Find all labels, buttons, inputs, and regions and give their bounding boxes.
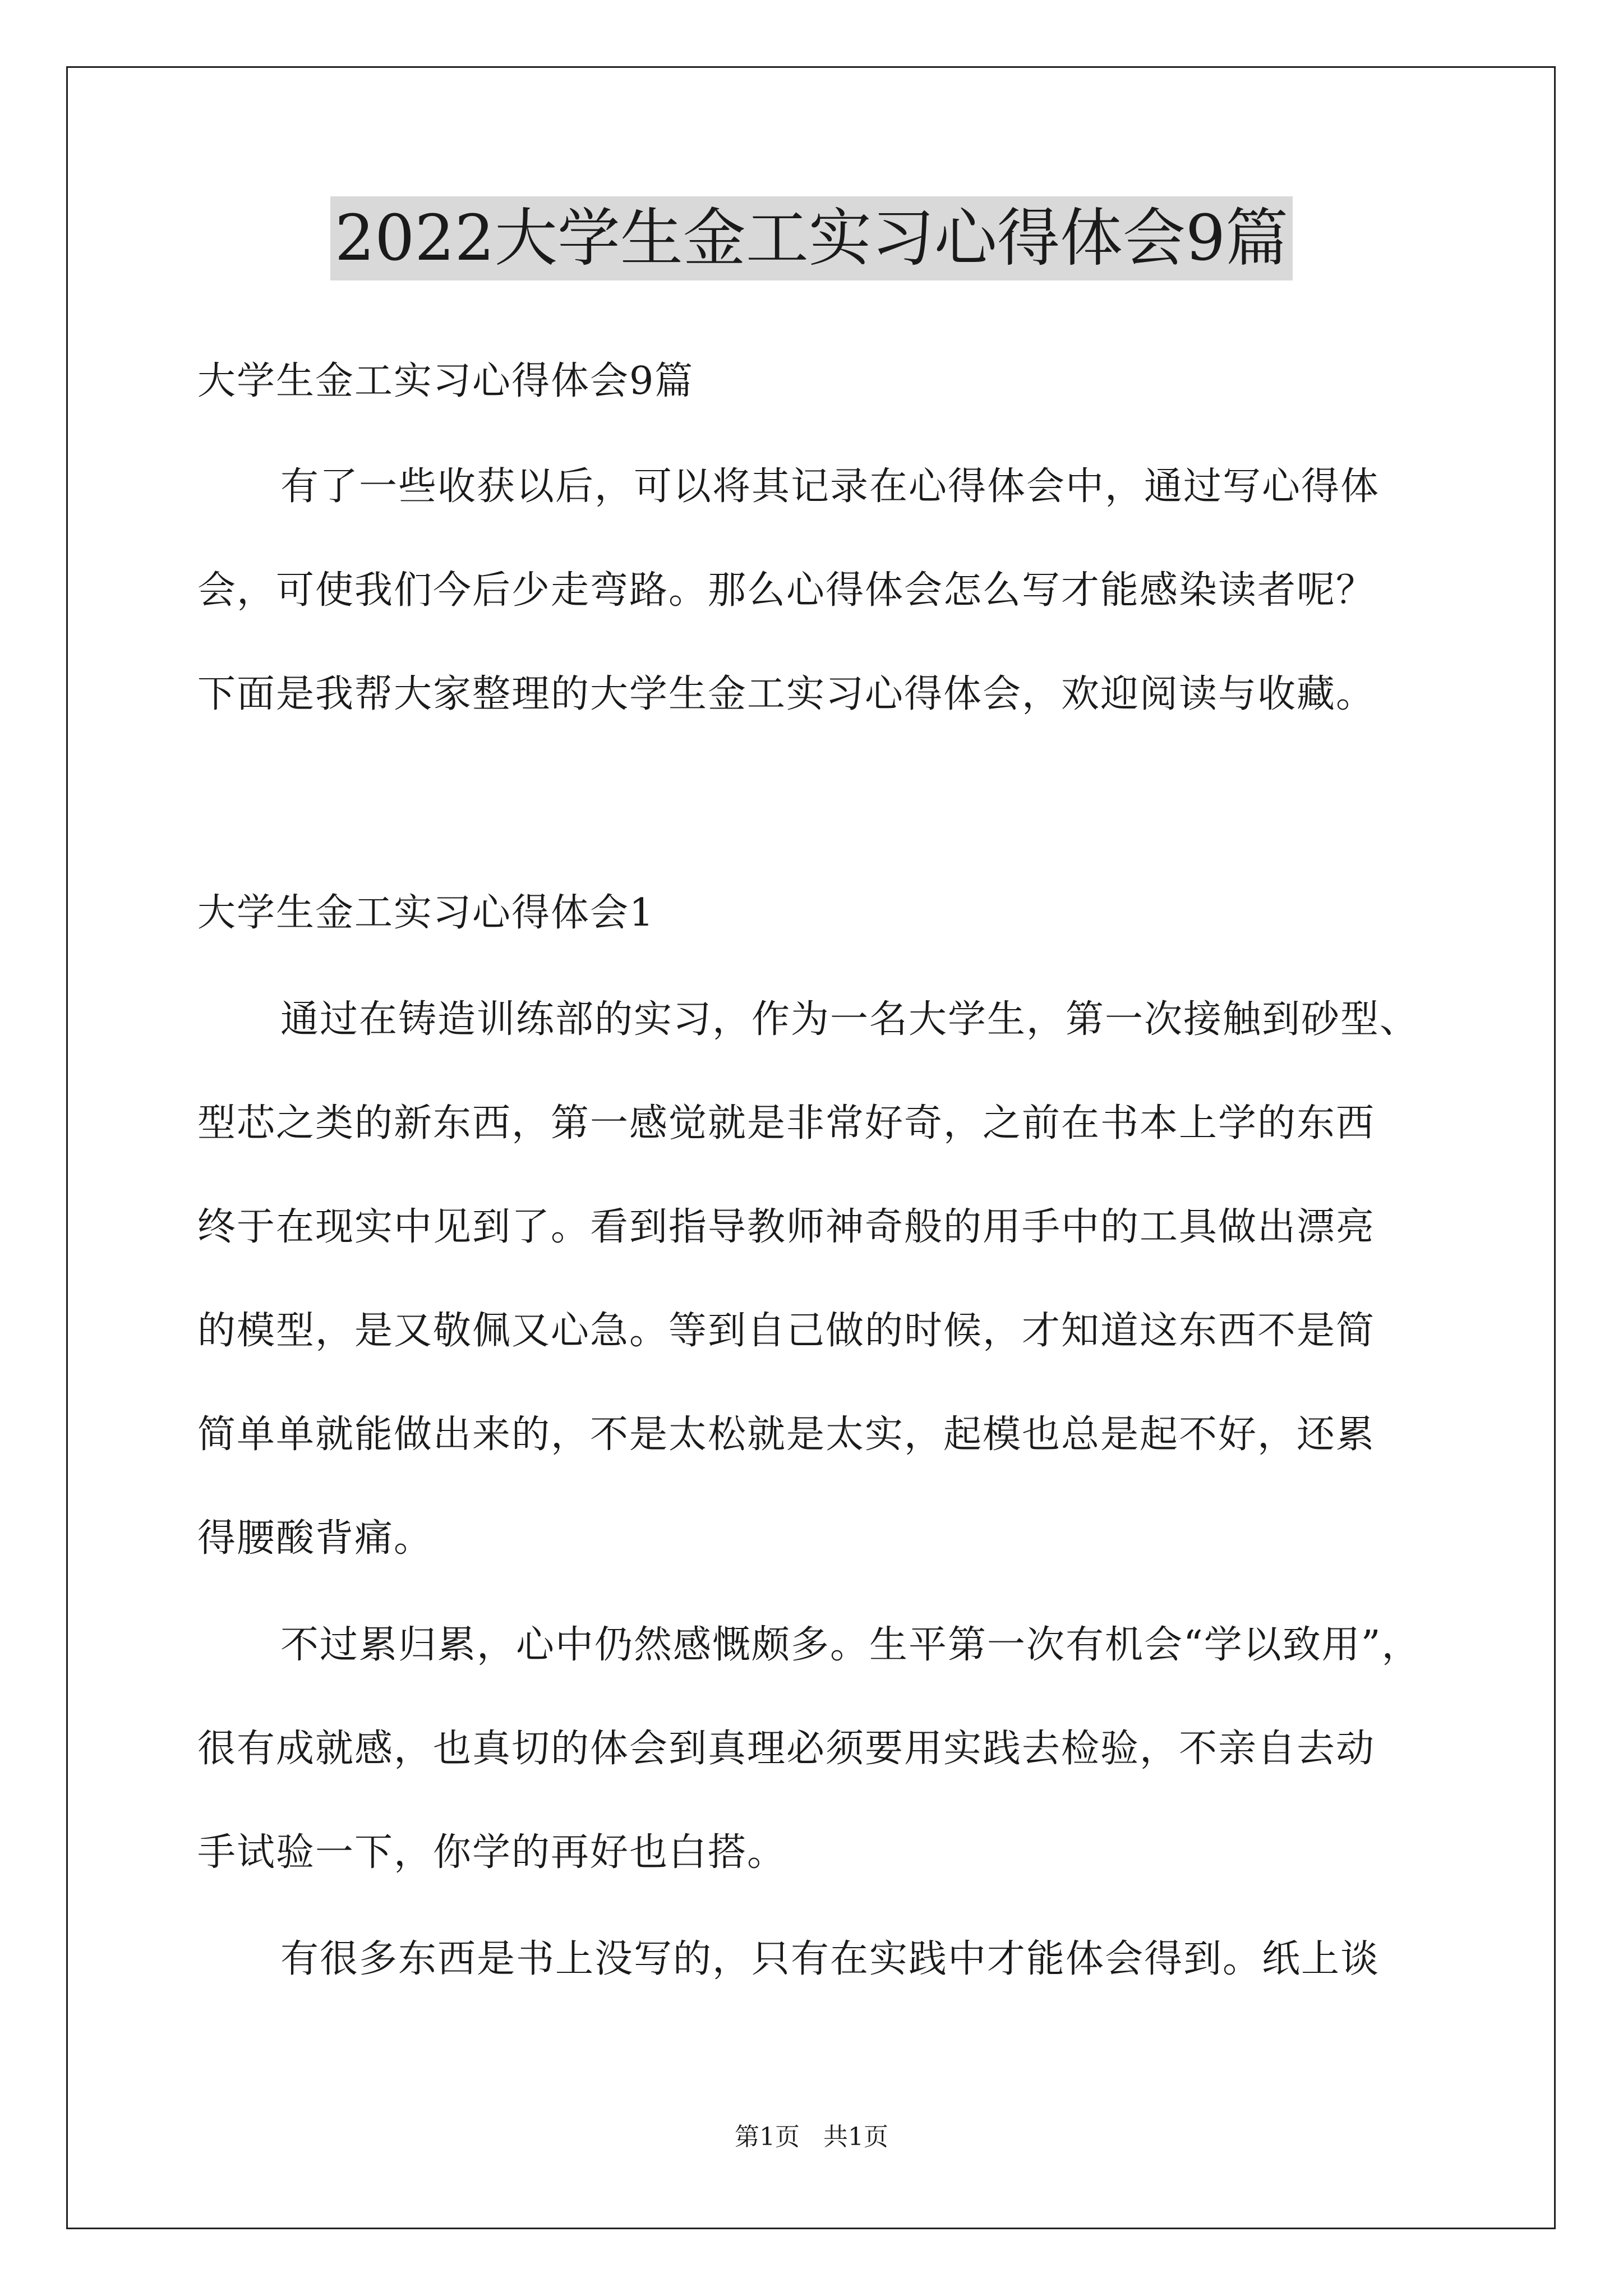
paragraph-line: 终于在现实中见到了。看到指导教师神奇般的用手中的工具做出漂亮 [197, 1205, 1376, 1249]
page-footer: 第1页 共1页 [735, 2123, 888, 2151]
paragraph-line: 手试验一下，你学的再好也白搭。 [197, 1830, 787, 1875]
paragraph-line: 通过在铸造训练部的实习，作为一名大学生，第一次接触到砂型、 [280, 997, 1419, 1042]
paragraph-line: 的模型，是又敬佩又心急。等到自己做的时候，才知道这东西不是简 [197, 1309, 1376, 1353]
section-heading: 大学生金工实习心得体会1 [197, 891, 655, 935]
intro-line: 会，可使我们今后少走弯路。那么心得体会怎么写才能感染读者呢？ [197, 568, 1376, 613]
document-title: 2022大学生金工实习心得体会9篇 [0, 196, 1623, 280]
paragraph-line: 不过累归累，心中仍然感慨颇多。生平第一次有机会“学以致用”， [280, 1623, 1421, 1667]
paragraph-line: 很有成就感，也真切的体会到真理必须要用实践去检验，不亲自去动 [197, 1727, 1376, 1771]
paragraph-line: 型芯之类的新东西，第一感觉就是非常好奇，之前在书本上学的东西 [197, 1101, 1376, 1145]
intro-line: 有了一些收获以后，可以将其记录在心得体会中，通过写心得体 [280, 464, 1380, 509]
intro-line: 下面是我帮大家整理的大学生金工实习心得体会，欢迎阅读与收藏。 [197, 672, 1376, 716]
document-subtitle: 大学生金工实习心得体会9篇 [197, 359, 694, 403]
paragraph-line: 简单单就能做出来的，不是太松就是太实，起模也总是起不好，还累 [197, 1412, 1376, 1457]
paragraph-line: 得腰酸背痛。 [197, 1516, 434, 1561]
paragraph-line: 有很多东西是书上没写的，只有在实践中才能体会得到。纸上谈 [280, 1937, 1380, 1981]
